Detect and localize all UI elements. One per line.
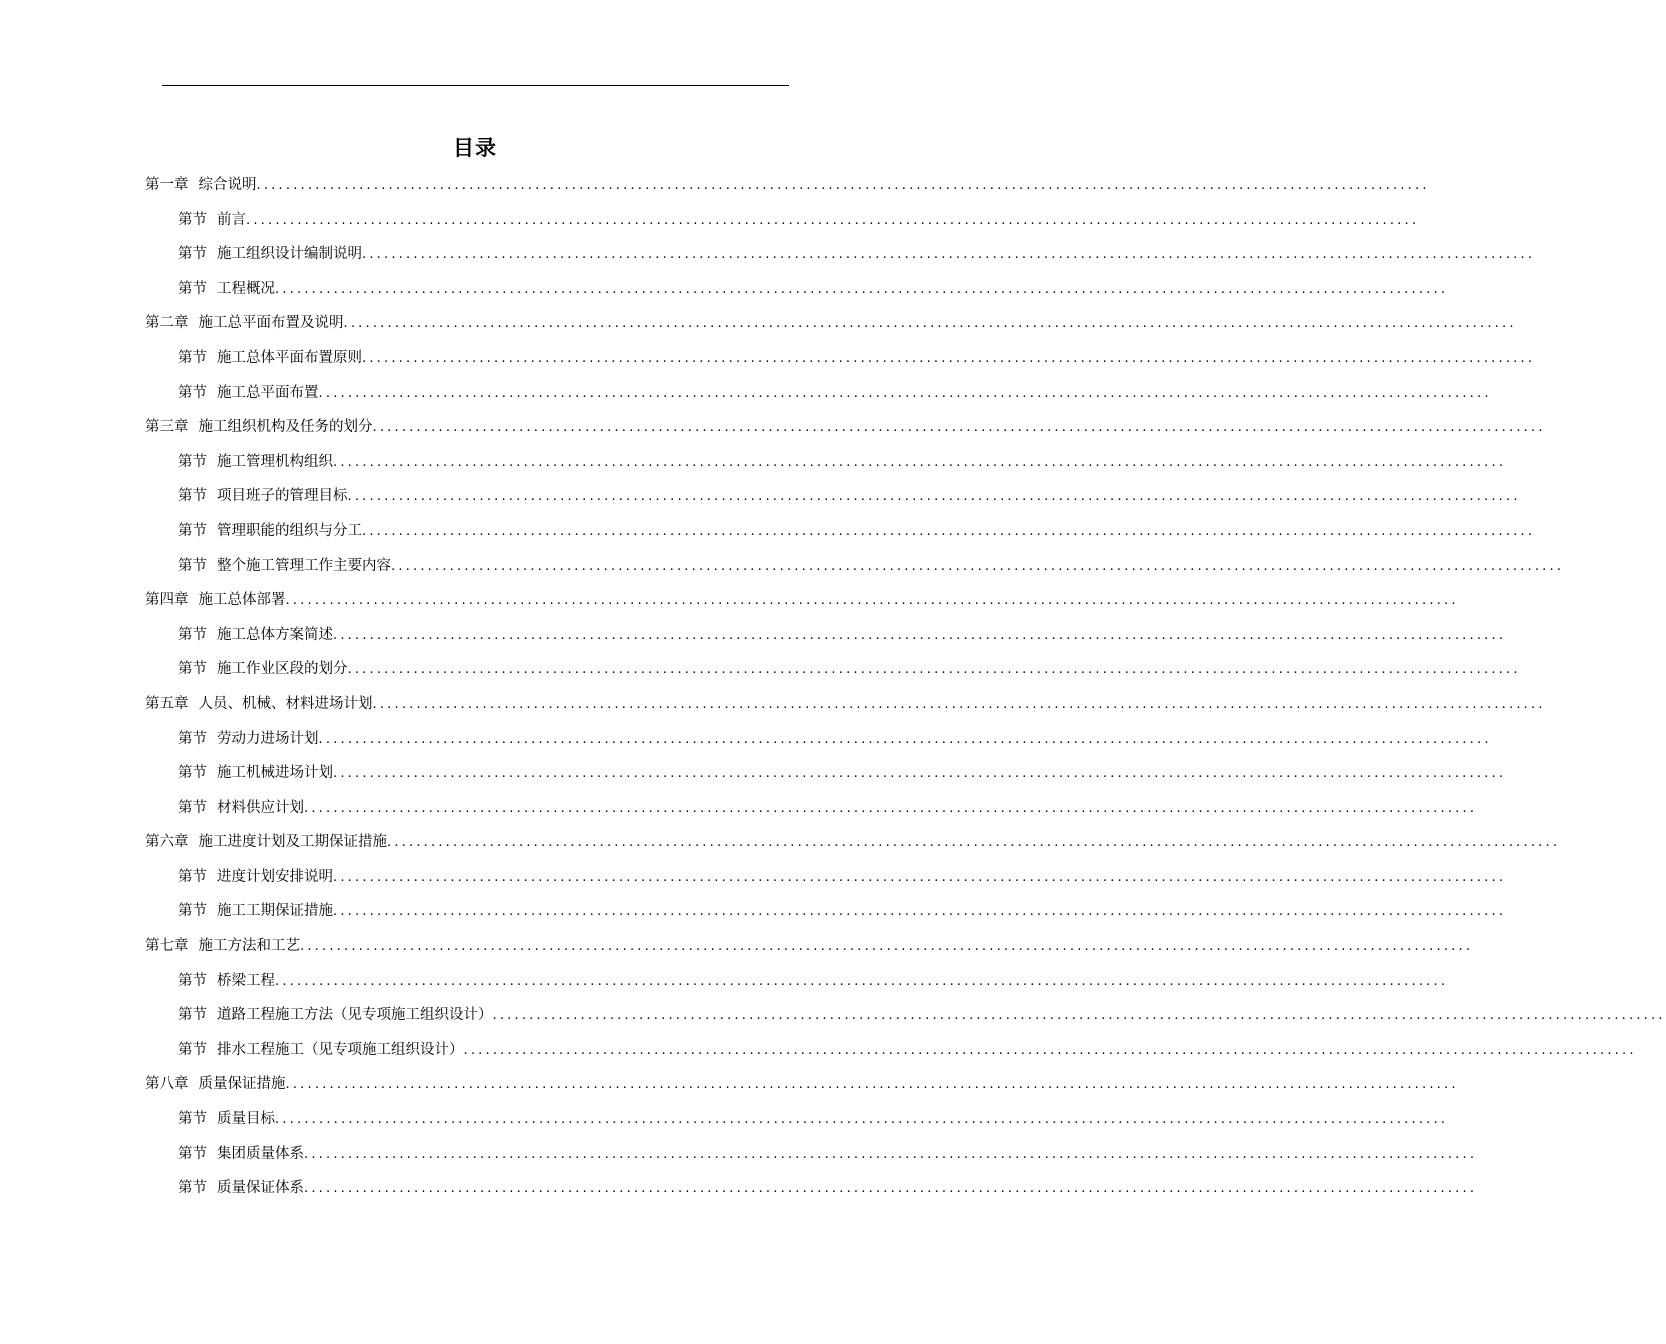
toc-section-entry[interactable]	[145, 447, 1507, 482]
toc-section-entry[interactable]	[145, 378, 1492, 413]
toc-entry-title: 施工管理机构组织	[217, 453, 333, 470]
toc-dot-leader: ................................................................................................................................................................	[333, 454, 1507, 470]
toc-dot-leader: ................................................................................................................................................................	[304, 1146, 1478, 1162]
toc-section-entry[interactable]	[145, 862, 1507, 897]
toc-dot-leader: ................................................................................................................................................................	[318, 731, 1492, 747]
toc-entry-title: 质量目标	[217, 1111, 275, 1128]
toc-entry-number: 第六章	[145, 834, 189, 851]
toc-entry-title: 项目班子的管理目标	[217, 488, 348, 505]
toc-section-entry[interactable]	[145, 1000, 1666, 1035]
toc-entry-title: 施工机械进场计划	[217, 765, 333, 782]
toc-dot-leader: ................................................................................................................................................................	[318, 385, 1492, 401]
toc-chapter-entry[interactable]	[145, 412, 1546, 447]
toc-dot-leader: ................................................................................................................................................................	[362, 350, 1536, 366]
toc-dot-leader: ................................................................................................................................................................	[285, 593, 1459, 609]
toc-entry-number: 第节	[178, 1145, 207, 1162]
toc-chapter-entry[interactable]	[145, 827, 1561, 862]
toc-entry-title: 人员、机械、材料进场计划	[198, 695, 373, 712]
toc-entry-number: 第节	[178, 661, 207, 678]
toc-entry-number: 第节	[178, 557, 207, 574]
toc-entry-title: 施工进度计划及工期保证措施	[198, 834, 387, 851]
toc-dot-leader: ................................................................................................................................................................	[372, 420, 1546, 436]
toc-entry-title: 桥梁工程	[217, 972, 275, 989]
toc-dot-leader: ................................................................................................................................................................	[275, 973, 1449, 989]
toc-entry-title: 施工总体平面布置原则	[217, 349, 362, 366]
toc-chapter-entry[interactable]	[145, 689, 1546, 724]
toc-entry-title: 质量保证措施	[198, 1076, 286, 1093]
toc-entry-number: 第节	[178, 730, 207, 747]
toc-entry-number: 第节	[178, 765, 207, 782]
toc-dot-leader: ................................................................................................................................................................	[275, 281, 1449, 297]
table-of-contents	[145, 170, 1666, 1208]
toc-section-entry[interactable]	[145, 516, 1536, 551]
toc-chapter-entry[interactable]	[145, 931, 1474, 966]
toc-dot-leader: ................................................................................................................................................................	[391, 558, 1565, 574]
toc-entry-number: 第节	[178, 453, 207, 470]
toc-dot-leader: ................................................................................................................................................................	[300, 939, 1474, 955]
toc-dot-leader: ................................................................................................................................................................	[347, 489, 1521, 505]
toc-entry-number: 第节	[178, 1111, 207, 1128]
toc-dot-leader: ................................................................................................................................................................	[492, 1008, 1666, 1024]
toc-entry-number: 第节	[178, 1007, 207, 1024]
toc-section-entry[interactable]	[145, 966, 1449, 1001]
toc-section-entry[interactable]	[145, 274, 1449, 309]
toc-dot-leader: ................................................................................................................................................................	[246, 212, 1420, 228]
toc-dot-leader: ................................................................................................................................................................	[285, 1077, 1459, 1093]
toc-dot-leader: ................................................................................................................................................................	[333, 766, 1507, 782]
toc-entry-number: 第节	[178, 903, 207, 920]
toc-entry-title: 施工组织机构及任务的划分	[198, 419, 373, 436]
toc-entry-title: 施工总体方案简述	[217, 626, 333, 643]
toc-dot-leader: ................................................................................................................................................................	[333, 904, 1507, 920]
toc-entry-number: 第节	[178, 488, 207, 505]
toc-entry-number: 第节	[178, 799, 207, 816]
toc-entry-number: 第二章	[145, 315, 189, 332]
header-rule	[162, 85, 789, 86]
toc-section-entry[interactable]	[145, 896, 1507, 931]
toc-section-entry[interactable]	[145, 793, 1478, 828]
toc-entry-title: 材料供应计划	[217, 799, 304, 816]
toc-entry-title: 施工作业区段的划分	[217, 661, 348, 678]
toc-entry-number: 第节	[178, 349, 207, 366]
toc-entry-title: 施工组织设计编制说明	[217, 246, 362, 263]
toc-dot-leader: ................................................................................................................................................................	[275, 1112, 1449, 1128]
toc-section-entry[interactable]	[145, 724, 1492, 759]
toc-section-entry[interactable]	[145, 1104, 1449, 1139]
toc-dot-leader: ................................................................................................................................................................	[362, 523, 1536, 539]
toc-entry-number: 第节	[178, 1180, 207, 1197]
toc-entry-title: 施工总平面布置	[217, 384, 319, 401]
toc-entry-title: 整个施工管理工作主要内容	[217, 557, 391, 574]
toc-entry-title: 劳动力进场计划	[217, 730, 319, 747]
toc-dot-leader: ................................................................................................................................................................	[387, 835, 1561, 851]
toc-entry-number: 第一章	[145, 177, 189, 193]
toc-entry-number: 第节	[178, 246, 207, 263]
toc-entry-number: 第节	[178, 1041, 207, 1058]
toc-section-entry[interactable]	[145, 239, 1536, 274]
toc-entry-title: 前言	[217, 211, 246, 228]
toc-chapter-entry[interactable]	[145, 1069, 1459, 1104]
toc-dot-leader: ................................................................................................................................................................	[304, 1181, 1478, 1197]
toc-dot-leader: ................................................................................................................................................................	[372, 696, 1546, 712]
toc-section-entry[interactable]	[145, 551, 1565, 586]
toc-section-entry[interactable]	[145, 1139, 1478, 1174]
toc-entry-number: 第三章	[145, 419, 189, 436]
toc-entry-title: 工程概况	[217, 280, 275, 297]
toc-entry-number: 第节	[178, 522, 207, 539]
toc-entry-number: 第节	[178, 211, 207, 228]
toc-dot-leader: ................................................................................................................................................................	[333, 627, 1507, 643]
toc-entry-number: 第八章	[145, 1076, 189, 1093]
toc-section-entry[interactable]	[145, 758, 1507, 793]
toc-entry-number: 第节	[178, 280, 207, 297]
toc-section-entry[interactable]	[145, 1035, 1637, 1070]
toc-entry-title: 道路工程施工方法（见专项施工组织设计）	[217, 1007, 493, 1024]
toc-entry-title: 施工总体部署	[198, 592, 286, 609]
toc-entry-title: 施工工期保证措施	[217, 903, 333, 920]
toc-entry-number: 第七章	[145, 938, 189, 955]
toc-entry-title: 进度计划安排说明	[217, 868, 333, 885]
toc-entry-title: 综合说明	[198, 177, 257, 193]
toc-dot-leader: ................................................................................................................................................................	[343, 316, 1517, 332]
toc-entry-number: 第节	[178, 868, 207, 885]
toc-section-entry[interactable]	[145, 654, 1521, 689]
toc-section-entry[interactable]	[145, 205, 1420, 240]
toc-dot-leader: ................................................................................................................................................................	[304, 800, 1478, 816]
toc-dot-leader: ................................................................................................................................................................	[256, 178, 1430, 193]
toc-section-entry[interactable]	[145, 481, 1521, 516]
toc-dot-leader: ................................................................................................................................................................	[463, 1042, 1637, 1058]
toc-entry-title: 集团质量体系	[217, 1145, 304, 1162]
toc-entry-title: 管理职能的组织与分工	[217, 522, 362, 539]
toc-entry-title: 施工总平面布置及说明	[198, 315, 344, 332]
toc-chapter-entry[interactable]	[145, 170, 1430, 205]
toc-chapter-entry[interactable]	[145, 585, 1459, 620]
toc-entry-number: 第节	[178, 626, 207, 643]
toc-entry-number: 第节	[178, 384, 207, 401]
toc-dot-leader: ................................................................................................................................................................	[333, 869, 1507, 885]
toc-section-entry[interactable]	[145, 343, 1536, 378]
page-title: 目录	[453, 136, 497, 160]
toc-section-entry[interactable]	[145, 1173, 1478, 1208]
toc-dot-leader: ................................................................................................................................................................	[362, 247, 1536, 263]
toc-section-entry[interactable]	[145, 620, 1507, 655]
toc-entry-number: 第节	[178, 972, 207, 989]
toc-entry-number: 第四章	[145, 592, 189, 609]
toc-entry-title: 质量保证体系	[217, 1180, 304, 1197]
toc-dot-leader: ................................................................................................................................................................	[347, 662, 1521, 678]
toc-entry-title: 施工方法和工艺	[198, 938, 300, 955]
toc-chapter-entry[interactable]	[145, 308, 1517, 343]
toc-entry-number: 第五章	[145, 695, 189, 712]
toc-entry-title: 排水工程施工（见专项施工组织设计）	[217, 1041, 464, 1058]
